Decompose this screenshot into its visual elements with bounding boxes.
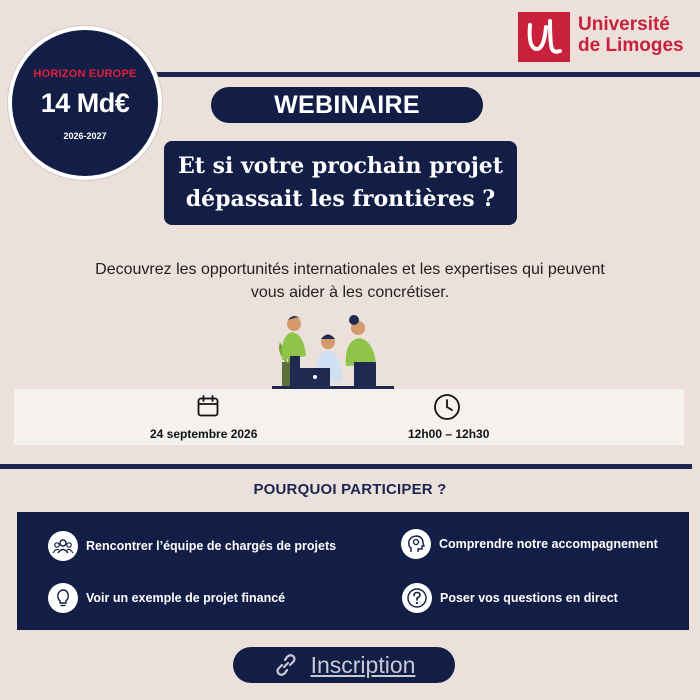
inscription-label[interactable]: Inscription bbox=[310, 651, 416, 678]
event-time: 12h00 – 12h30 bbox=[408, 427, 490, 441]
benefit-item bbox=[48, 583, 285, 613]
clock-icon bbox=[433, 393, 461, 421]
intro-line1: Decouvrez les opportunités internationales et les expertises qui peuvent bbox=[95, 261, 605, 278]
event-date: 24 septembre 2026 bbox=[150, 427, 258, 441]
section-heading: POURQUOI PARTICIPER ? bbox=[253, 481, 447, 498]
benefit-label: Rencontrer l’équipe de chargés de projets bbox=[86, 539, 337, 553]
title-line2: dépassait les frontières ? bbox=[185, 186, 496, 212]
middle-divider bbox=[0, 464, 692, 469]
benefit-item bbox=[401, 529, 658, 559]
benefit-item bbox=[48, 531, 336, 561]
team-icon bbox=[48, 531, 78, 561]
benefit-label: Poser vos questions en direct bbox=[440, 591, 618, 605]
top-divider bbox=[150, 72, 700, 77]
horizon-europe-badge bbox=[8, 26, 162, 180]
university-name-line2: de Limoges bbox=[578, 35, 684, 56]
benefit-item bbox=[402, 583, 618, 613]
intro-line2: vous aider à les concrétiser. bbox=[250, 284, 450, 301]
badge-amount: 14 Md€ bbox=[40, 87, 130, 118]
benefit-label: Comprendre notre accompagnement bbox=[439, 537, 658, 551]
calendar-icon bbox=[196, 394, 220, 418]
event-info-bar bbox=[14, 389, 684, 445]
team-illustration bbox=[268, 312, 398, 390]
lightbulb-icon bbox=[48, 583, 78, 613]
university-name-line1: Université bbox=[578, 14, 670, 35]
benefit-label: Voir un exemple de projet financé bbox=[86, 591, 286, 605]
page-title bbox=[164, 141, 517, 225]
inscription-button[interactable] bbox=[233, 647, 455, 683]
university-logo-icon bbox=[518, 12, 570, 62]
question-icon bbox=[402, 583, 432, 613]
webinaire-label: WEBINAIRE bbox=[211, 87, 483, 123]
badge-period: 2026-2027 bbox=[63, 130, 107, 141]
benefits-panel bbox=[17, 512, 689, 630]
head-gears-icon bbox=[401, 529, 431, 559]
badge-program: HORIZON EUROPE bbox=[33, 67, 137, 80]
link-icon bbox=[273, 652, 299, 678]
university-name bbox=[578, 14, 684, 56]
intro-text bbox=[30, 258, 670, 304]
title-line1: Et si votre prochain projet bbox=[178, 153, 503, 179]
